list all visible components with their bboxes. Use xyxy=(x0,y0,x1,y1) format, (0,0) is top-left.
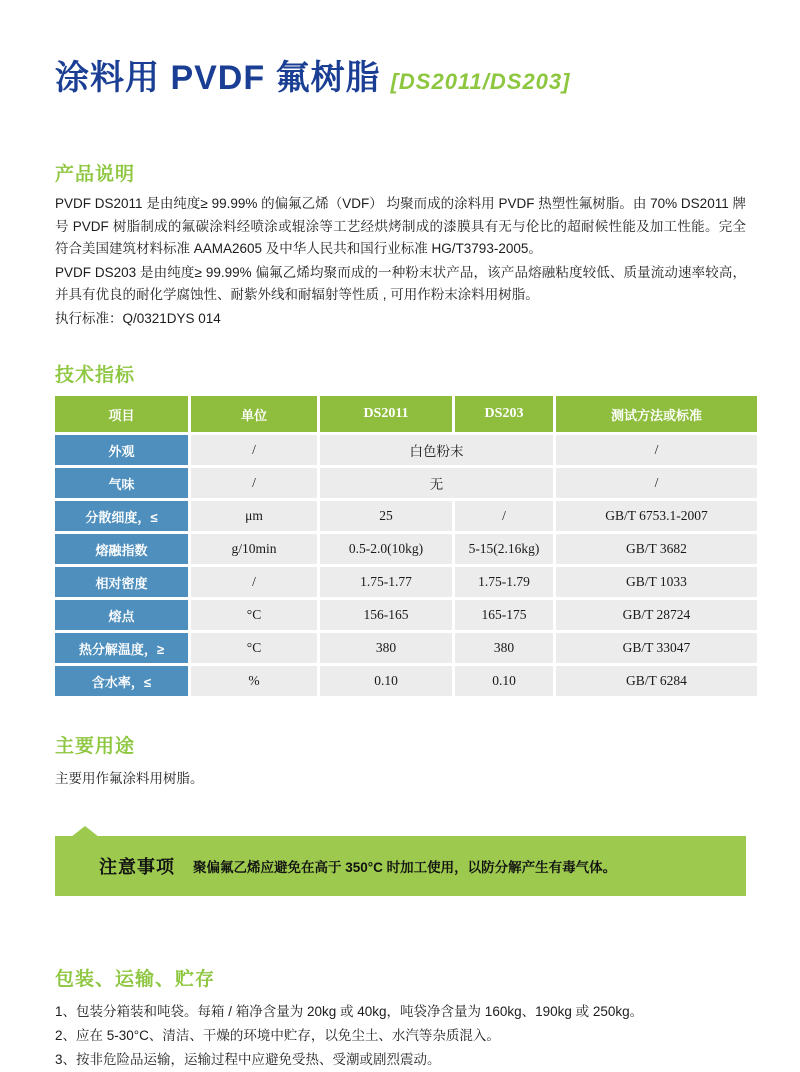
table-column-header: DS2011 xyxy=(320,396,452,432)
description-paragraph: 执行标准：Q/0321DYS 014 xyxy=(55,310,221,326)
spec-item-cell: 含水率，≤ xyxy=(55,666,188,696)
spec-value-cell: 1.75-1.77 xyxy=(320,567,452,597)
spec-value-cell: / xyxy=(191,567,317,597)
spec-value-cell: 380 xyxy=(320,633,452,663)
table-row xyxy=(55,633,757,663)
spec-item-cell: 气味 xyxy=(55,468,188,498)
notice-text: 聚偏氟乙烯应避免在高于 350°C 时加工使用，以防分解产生有毒气体。 xyxy=(193,860,617,875)
spec-value-cell: / xyxy=(455,501,553,531)
packaging-list-item: 1、包装分箱装和吨袋。每箱 / 箱净含量为 20kg 或 40kg，吨袋净含量为 160kg、190kg 或 250kg。 xyxy=(55,1004,644,1019)
spec-value-cell: 156-165 xyxy=(320,600,452,630)
spec-value-cell: / xyxy=(556,468,757,498)
spec-item-cell: 熔点 xyxy=(55,600,188,630)
usage-text: 主要用作氟涂料用树脂。 xyxy=(55,771,204,786)
spec-value-cell: 165-175 xyxy=(455,600,553,630)
spec-item-cell: 相对密度 xyxy=(55,567,188,597)
table-row xyxy=(55,435,757,465)
spec-value-cell: μm xyxy=(191,501,317,531)
spec-value-cell: 0.5-2.0(10kg) xyxy=(320,534,452,564)
notice-label: 注意事项 xyxy=(99,857,175,877)
spec-value-cell: °C xyxy=(191,633,317,663)
title-block xyxy=(55,0,746,99)
description-paragraph: PVDF DS2011 是由纯度≥ 99.99% 的偏氟乙烯（VDF） 均聚而成的涂料用 PVDF 热塑性氟树脂。由 70% DS2011 牌号 PVDF 树脂制成的氟碳涂料经喷涂或辊涂等工艺经烘烤制成的漆膜具有无与伦比的超耐候性能及加工性能。完全符合美国建筑材料标准 AAMA2605 及中华人民共和国行业标准 HG/T3793-2005。 xyxy=(55,196,746,256)
table-column-header: 项目 xyxy=(55,396,188,432)
spec-value-cell: GB/T 3682 xyxy=(556,534,757,564)
spec-value-cell: GB/T 1033 xyxy=(556,567,757,597)
section-product-description xyxy=(55,159,746,330)
spec-value-cell: 5-15(2.16kg) xyxy=(455,534,553,564)
spec-value-cell: 1.75-1.79 xyxy=(455,567,553,597)
table-row xyxy=(55,600,757,630)
table-header-row xyxy=(55,396,757,432)
section-heading-usage: 主要用途 xyxy=(55,736,136,757)
description-paragraph: PVDF DS203 是由纯度≥ 99.99% 偏氟乙烯均聚而成的一种粉末状产品，该产品熔融粘度较低、质量流动速率较高，并具有优良的耐化学腐蚀性、耐紫外线和耐辐射等性质 , 可用作粉末涂料用树脂。 xyxy=(55,264,746,302)
spec-value-cell: / xyxy=(191,435,317,465)
table-column-header: 单位 xyxy=(191,396,317,432)
description-paragraphs xyxy=(55,193,746,330)
table-row xyxy=(55,501,757,531)
spec-value-cell: 白色粉末 xyxy=(320,435,553,465)
table-row xyxy=(55,534,757,564)
spec-value-cell: °C xyxy=(191,600,317,630)
spec-item-cell: 热分解温度，≥ xyxy=(55,633,188,663)
table-row xyxy=(55,468,757,498)
spec-item-cell: 外观 xyxy=(55,435,188,465)
spec-value-cell: 0.10 xyxy=(320,666,452,696)
notice-banner xyxy=(55,836,746,896)
packaging-list-item: 2、应在 5-30°C、清洁、干燥的环境中贮存，以免尘土、水汽等杂质混入。 xyxy=(55,1028,500,1043)
spec-value-cell: 25 xyxy=(320,501,452,531)
spec-item-cell: 熔融指数 xyxy=(55,534,188,564)
spec-value-cell: 0.10 xyxy=(455,666,553,696)
table-column-header: DS203 xyxy=(455,396,553,432)
spec-value-cell: / xyxy=(191,468,317,498)
spec-value-cell: g/10min xyxy=(191,534,317,564)
page-title: 涂料用 PVDF 氟树脂 xyxy=(55,59,381,97)
spec-value-cell: GB/T 6284 xyxy=(556,666,757,696)
section-technical-specs xyxy=(55,360,746,699)
spec-value-cell: GB/T 33047 xyxy=(556,633,757,663)
section-heading-specs: 技术指标 xyxy=(55,365,136,386)
spec-value-cell: % xyxy=(191,666,317,696)
table-row xyxy=(55,666,757,696)
product-model-tag: [DS2011/DS203] xyxy=(390,69,571,94)
spec-value-cell: 无 xyxy=(320,468,553,498)
spec-item-cell: 分散细度，≤ xyxy=(55,501,188,531)
spec-value-cell: GB/T 6753.1-2007 xyxy=(556,501,757,531)
table-column-header: 测试方法或标准 xyxy=(556,396,757,432)
spec-value-cell: 380 xyxy=(455,633,553,663)
spec-table xyxy=(52,393,760,699)
banner-pointer-icon xyxy=(71,826,99,837)
section-heading-packaging: 包装、运输、贮存 xyxy=(55,969,216,990)
table-row xyxy=(55,567,757,597)
packaging-list-item: 3、按非危险品运输，运输过程中应避免受热、受潮或剧烈震动。 xyxy=(55,1052,441,1067)
section-heading-description: 产品说明 xyxy=(55,164,136,185)
section-packaging xyxy=(55,964,746,1072)
spec-value-cell: GB/T 28724 xyxy=(556,600,757,630)
section-main-usage xyxy=(55,731,746,790)
packaging-list xyxy=(55,1000,746,1072)
spec-value-cell: / xyxy=(556,435,757,465)
